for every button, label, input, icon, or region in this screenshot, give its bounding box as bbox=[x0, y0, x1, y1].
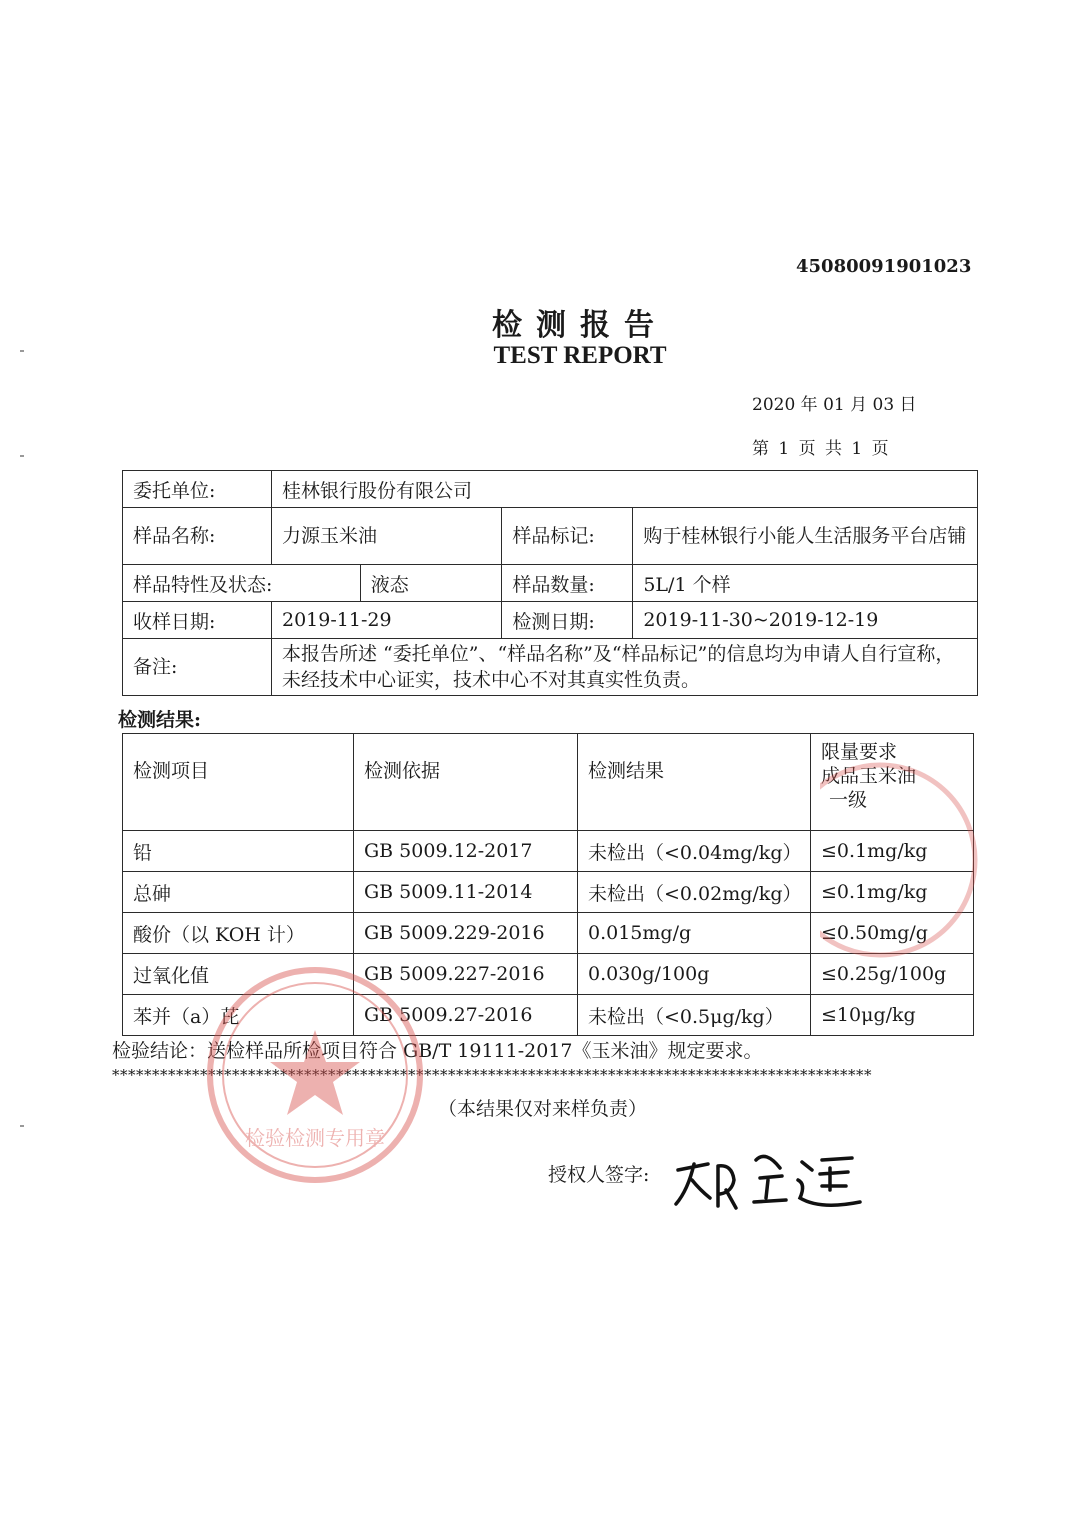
inspection-seal bbox=[200, 960, 430, 1190]
receive-date-value: 2019-11-29 bbox=[272, 602, 502, 639]
seal-text: 检验检测专用章 bbox=[245, 1126, 385, 1150]
row-basis: GB 5009.27-2016 bbox=[354, 995, 578, 1036]
row-basis: GB 5009.229-2016 bbox=[354, 913, 578, 954]
header-limit-line1: 限量要求 bbox=[821, 741, 898, 763]
remark-label: 备注: bbox=[123, 639, 272, 696]
row-basis: GB 5009.227-2016 bbox=[354, 954, 578, 995]
report-date: 2020 年 01 月 03 日 bbox=[752, 395, 917, 415]
row-basis: GB 5009.12-2017 bbox=[354, 831, 578, 872]
report-title-cn: 检测报告 bbox=[492, 308, 668, 343]
row-item: 铅 bbox=[123, 831, 354, 872]
sample-qty-value: 5L/1 个样 bbox=[633, 565, 978, 602]
sample-info-table bbox=[122, 470, 978, 696]
row-limit: ≤0.1mg/kg bbox=[811, 872, 974, 913]
header-limit-line3: 一级 bbox=[829, 789, 868, 811]
header-result: 检测结果 bbox=[578, 734, 811, 831]
row-result: 0.030g/100g bbox=[578, 954, 811, 995]
second-seal bbox=[820, 760, 980, 960]
row-result: 0.015mg/g bbox=[578, 913, 811, 954]
table-row bbox=[123, 602, 978, 639]
client-label: 委托单位: bbox=[123, 471, 272, 508]
row-result: 未检出（<0.04mg/kg） bbox=[578, 831, 811, 872]
table-row bbox=[123, 565, 978, 602]
report-number: 45080091901023 bbox=[796, 256, 972, 277]
test-date-label: 检测日期: bbox=[502, 602, 633, 639]
sample-mark-value: 购于桂林银行小能人生活服务平台店铺 bbox=[633, 508, 978, 565]
table-row bbox=[123, 471, 978, 508]
row-limit: ≤0.25g/100g bbox=[811, 954, 974, 995]
sample-state-value: 液态 bbox=[360, 565, 502, 602]
header-limit-line2: 成品玉米油 bbox=[821, 765, 917, 787]
header-item: 检测项目 bbox=[123, 734, 354, 831]
sample-state-label: 样品特性及状态: bbox=[123, 565, 361, 602]
row-result: 未检出（<0.02mg/kg） bbox=[578, 872, 811, 913]
sample-name-label: 样品名称: bbox=[123, 508, 272, 565]
scan-mark bbox=[20, 350, 24, 352]
results-heading: 检测结果: bbox=[118, 709, 202, 731]
row-limit: ≤10μg/kg bbox=[811, 995, 974, 1036]
row-item: 过氧化值 bbox=[123, 954, 354, 995]
sample-qty-label: 样品数量: bbox=[502, 565, 633, 602]
sample-name-value: 力源玉米油 bbox=[272, 508, 502, 565]
conclusion: 检验结论：送检样品所检项目符合 GB/T 19111-2017《玉米油》规定要求。 bbox=[112, 1040, 763, 1062]
row-limit: ≤0.50mg/g bbox=[811, 913, 974, 954]
signature-label: 授权人签字: bbox=[548, 1164, 650, 1186]
scan-mark bbox=[20, 455, 24, 457]
remark-value: 本报告所述 “委托单位”、“样品名称”及“样品标记”的信息均为申请人自行宣称，未经技术中心证实，技术中心不对其真实性负责。 bbox=[272, 639, 978, 696]
header-basis: 检测依据 bbox=[354, 734, 578, 831]
star-divider: *********************************************************************************************** bbox=[112, 1066, 872, 1084]
row-item: 苯并（a）芘 bbox=[123, 995, 354, 1036]
row-item: 总砷 bbox=[123, 872, 354, 913]
row-basis: GB 5009.11-2014 bbox=[354, 872, 578, 913]
test-date-value: 2019-11-30~2019-12-19 bbox=[633, 602, 978, 639]
page-info: 第 1 页 共 1 页 bbox=[752, 439, 891, 459]
disclaimer-note: （本结果仅对来样负责） bbox=[438, 1098, 648, 1120]
receive-date-label: 收样日期: bbox=[123, 602, 272, 639]
handwritten-signature bbox=[670, 1140, 870, 1220]
sample-mark-label: 样品标记: bbox=[502, 508, 633, 565]
scan-mark bbox=[20, 1125, 24, 1127]
row-item: 酸价（以 KOH 计） bbox=[123, 913, 354, 954]
table-row bbox=[123, 639, 978, 696]
client-value: 桂林银行股份有限公司 bbox=[272, 471, 978, 508]
report-title-en: TEST REPORT bbox=[493, 342, 667, 369]
row-result: 未检出（<0.5μg/kg） bbox=[578, 995, 811, 1036]
table-row bbox=[123, 508, 978, 565]
row-limit: ≤0.1mg/kg bbox=[811, 831, 974, 872]
